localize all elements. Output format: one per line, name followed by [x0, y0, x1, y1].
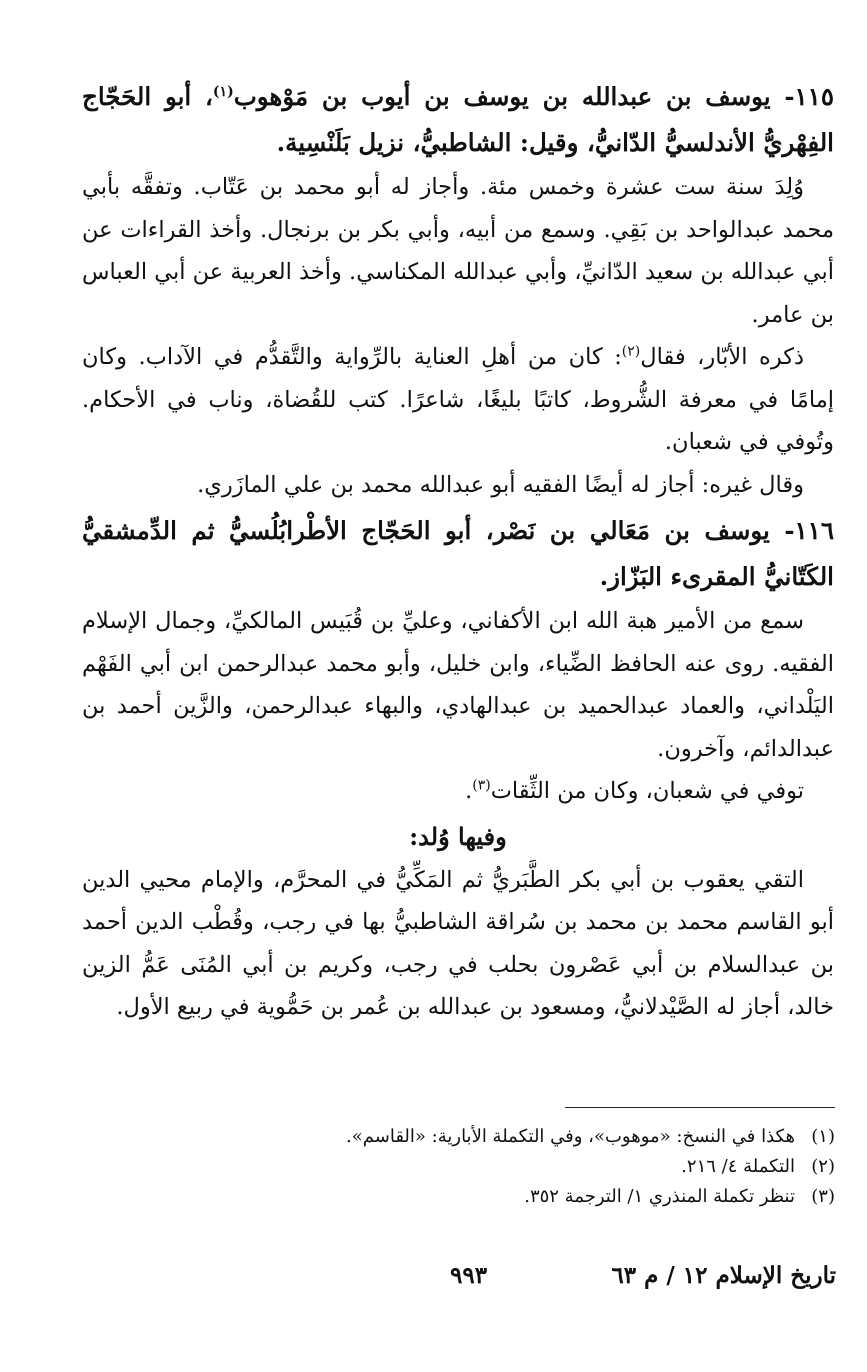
- footnote-text: تنظر تكملة المنذري ١/ الترجمة ٣٥٢.: [524, 1186, 795, 1207]
- footnote-number: (٣): [811, 1186, 835, 1207]
- entry-116-death: توفي في شعبان، وكان من الثِّقات: [490, 778, 804, 804]
- footnote-item: [135, 1122, 835, 1152]
- entry-115-name: ١١٥- يوسف بن عبدالله بن يوسف بن أيوب بن مَوْهوب: [233, 82, 834, 111]
- footnote-ref-1[interactable]: (١): [212, 83, 234, 100]
- footnotes: [135, 1122, 835, 1212]
- main-text: [82, 74, 834, 1029]
- entry-115-quote: : كان من أهلِ العناية بالرِّواية والتَّقدُّم في الآداب. وكان إمامًا في معرفة الشُّروط، كاتبًا بليغًا، شاعرًا. كتب للقُضاة، وناب في الأحكام. وتُوفي في شعبان.: [82, 344, 834, 455]
- births-section-title: وفيها وُلد:: [409, 821, 507, 851]
- entry-115-heading: [82, 74, 834, 166]
- entry-116-heading: ١١٦- يوسف بن مَعَالي بن نَصْر، أبو الحَجّاج الأطْرابُلُسيُّ ثم الدِّمشقيُّ الكَتّانيُّ المقرىء البَزّاز.: [82, 516, 834, 591]
- entry-115-name-tail: ، أبو الحَجّاج الفِهْريُّ الأندلسيُّ الدّانيُّ، وقيل: الشاطبيُّ، نزيل بَلَنْسِية.: [82, 82, 834, 157]
- entry-116-death-end: .: [465, 778, 473, 804]
- footnote-ref-2[interactable]: (٢): [621, 343, 641, 360]
- page-number: ٩٩٣: [450, 1262, 488, 1289]
- footnote-item: [135, 1152, 835, 1182]
- footnote-ref-3[interactable]: (٣): [472, 777, 491, 794]
- entry-115-paragraph: وُلِدَ سنة ست عشرة وخمس مئة. وأجاز له أبو محمد بن عَتّاب. وتفقَّه بأبي محمد عبدالواحد بن بَقِي. وسمع من أبيه، وأبي بكر بن برنجال. وأخذ القراءات عن أبي عبدالله بن سعيد الدّانيِّ، وأبي عبدالله المكناسي. وأخذ العربية عن أبي العباس بن عامر.: [82, 174, 834, 328]
- births-paragraph: التقي يعقوب بن أبي بكر الطَّبَريُّ ثم المَكِّيُّ في المحرَّم، والإمام محيي الدين أبو القاسم محمد بن محمد بن سُراقة الشاطبيُّ بها في رجب، وقُطْب الدين أحمد بن عبدالسلام بن أبي عَصْرون بحلب في رجب، وكريم بن أبي المُنَى عَمُّ الزين خالد، أجاز له الصَّيْدلانيُّ، ومسعود بن عبدالله بن عُمر بن حَمُّوية في ربيع الأول.: [82, 866, 834, 1020]
- footnote-text: هكذا في النسخ: «موهوب»، وفي التكملة الأبارية: «القاسم».: [346, 1126, 795, 1147]
- footnote-item: [135, 1182, 835, 1212]
- footnote-number: (٢): [811, 1156, 835, 1177]
- page-footer: [30, 1262, 836, 1302]
- entry-116-paragraph: [82, 770, 834, 813]
- entry-115-paragraph: [82, 336, 834, 464]
- footnote-number: (١): [811, 1126, 835, 1147]
- footnote-divider: [565, 1107, 835, 1108]
- footnote-text: التكملة ٤/ ٢١٦.: [681, 1156, 795, 1177]
- entry-116-paragraph: سمع من الأمير هبة الله ابن الأكفاني، وعليِّ بن قُبَيس المالكيِّ، وجمال الإسلام الفقيه. روى عنه الحافظ الضِّياء، وابن خليل، وأبو محمد عبدالرحمن ابن أبي الفَهْم اليَلْداني، والعماد عبدالحميد بن عبدالهادي، والبهاء عبدالرحمن، والزَّين أحمد بن عبدالدائم، وآخرون.: [82, 608, 834, 762]
- entry-115-paragraph: وقال غيره: أجاز له أيضًا الفقيه أبو عبدالله محمد بن علي المازَري.: [197, 471, 804, 498]
- book-signature: تاريخ الإسلام ١٢ / م ٦٣: [611, 1262, 836, 1289]
- entry-115-quote-intro: ذكره الأبّار، فقال: [640, 344, 804, 370]
